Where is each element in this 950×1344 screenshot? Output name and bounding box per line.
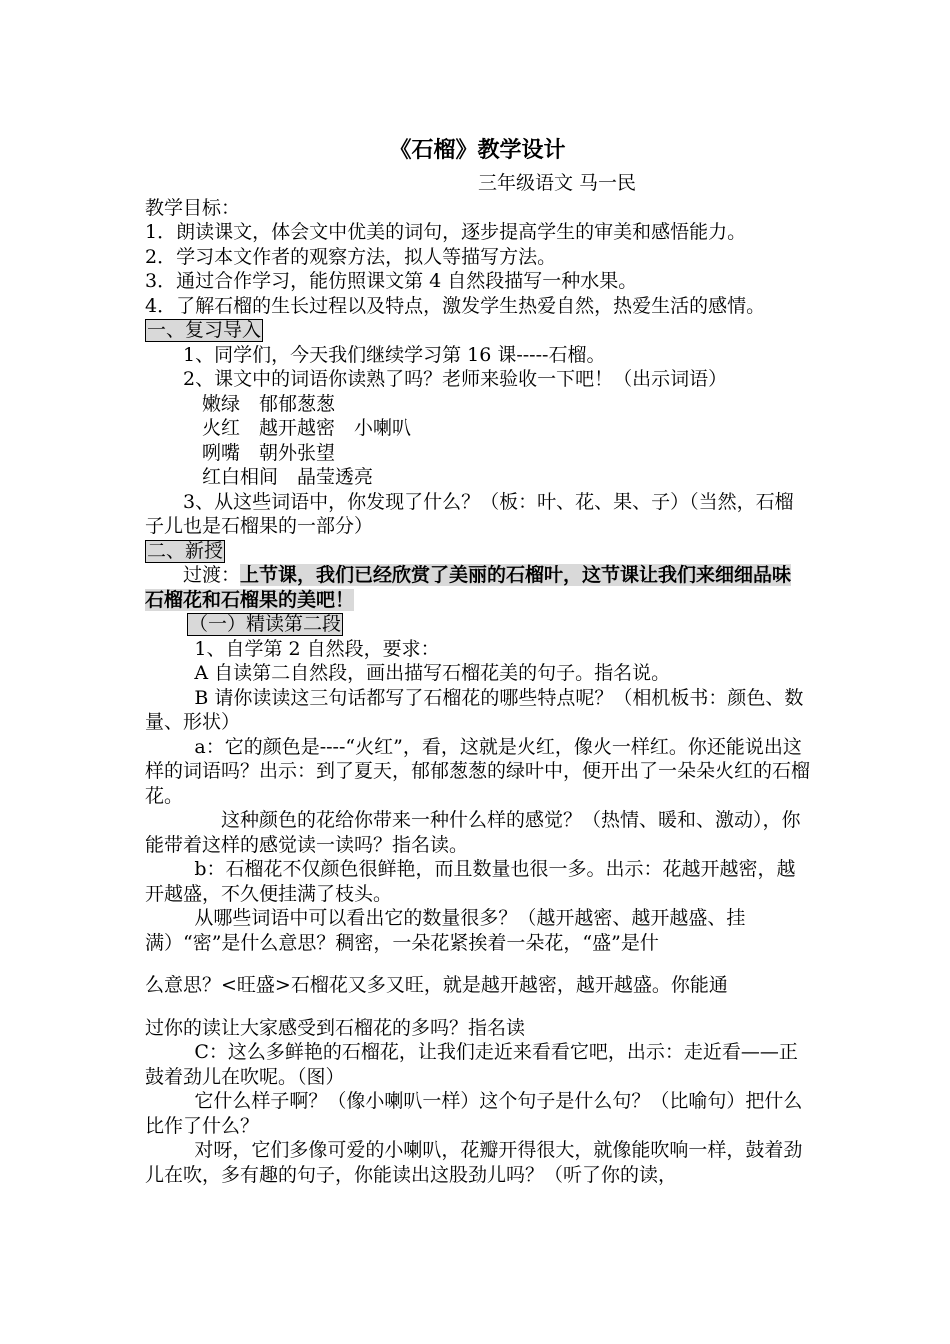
transition-highlight: 上节课，我们已经欣赏了美丽的石榴叶，这节课让我们来细细品味石榴花和石榴果的美吧！ xyxy=(145,564,792,611)
paragraph: 3、从这些词语中，你发现了什么？（板：叶、花、果、子）（当然，石榴子儿也是石榴果的一部分） xyxy=(145,490,794,537)
goal-item: 4．了解石榴的生长过程以及特点，激发学生热爱自然，热爱生活的感情。 xyxy=(145,294,766,317)
transition-label: 过渡： xyxy=(183,564,241,586)
paragraph: B 请你读读这三句话都写了石榴花的哪些特点呢？（相机板书：颜色、数量、形状） xyxy=(145,686,804,733)
transition-paragraph xyxy=(145,563,810,612)
goal-item: 3．通过合作学习，能仿照课文第 4 自然段描写一种水果。 xyxy=(145,270,638,292)
paragraph: b：石榴花不仅颜色很鲜艳，而且数量也很一多。出示：花越开越密，越开越盛，不久便挂满了枝头。 xyxy=(145,858,796,905)
section-heading-review: 一、复习导入 xyxy=(147,319,262,341)
paragraph: 它什么样子啊？（像小喇叭一样）这个句子是什么句？（比喻句）把什么比作了什么？ xyxy=(145,1090,803,1137)
goal-item: 2．学习本文作者的观察方法，拟人等描写方法。 xyxy=(145,245,557,268)
section-heading-new: 二、新授 xyxy=(147,539,224,562)
paragraph: C：这么多鲜艳的石榴花，让我们走近来看看它吧，出示：走近看——正鼓着劲儿在吹呢。（图） xyxy=(145,1041,798,1088)
paragraph: 1、同学们，今天我们继续学习第 16 课-----石榴。 xyxy=(183,343,606,366)
paragraph: 对呀，它们多像可爱的小喇叭，花瓣开得很大，就像能吹响一样，鼓着劲儿在吹，多有趣的句子，你能读出这股劲儿吗？（听了你的读， xyxy=(145,1139,803,1186)
document-page xyxy=(145,130,810,1187)
paragraph: a：它的颜色是----“火红”，看，这就是火红，像火一样红。你还能说出这样的词语吗？出示：到了夏天，郁郁葱葱的绿叶中，便开出了一朵朵火红的石榴花。 xyxy=(145,735,811,807)
paragraph-line: 么意思？<旺盛>石榴花又多又旺，就是越开越密，越开越盛。你能通 xyxy=(145,974,728,996)
paragraph: A 自读第二自然段，画出描写石榴花美的句子。指名说。 xyxy=(194,662,671,684)
paragraph: 从哪些词语中可以看出它的数量很多？（越开越密、越开越盛、挂满）“密”是什么意思？稠密，一朵花紧挨着一朵花，“盛”是什 xyxy=(145,907,746,954)
vocab-line: 嫩绿 郁郁葱葱 xyxy=(202,392,336,415)
paragraph: 1、自学第 2 自然段，要求： xyxy=(194,637,440,660)
author-byline: 三年级语文 马一民 xyxy=(478,172,637,194)
goals-heading: 教学目标： xyxy=(145,196,241,219)
subsection-heading: （一）精读第二段 xyxy=(189,613,342,635)
goal-item: 1．朗读课文，体会文中优美的词句，逐步提高学生的审美和感悟能力。 xyxy=(145,221,747,243)
vocab-line: 红白相间 晶莹透亮 xyxy=(202,466,374,488)
vocab-line: 咧嘴 朝外张望 xyxy=(202,441,336,464)
paragraph: 2、课文中的词语你读熟了吗？老师来验收一下吧！（出示词语） xyxy=(183,368,728,390)
paragraph: 这种颜色的花给你带来一种什么样的感觉？（热情、暖和、激动），你能带着这样的感觉读一读吗？指名读。 xyxy=(145,809,801,856)
document-title: 《石榴》教学设计 xyxy=(389,137,566,163)
paragraph-line: 过你的读让大家感受到石榴花的多吗？指名读 xyxy=(145,1016,526,1039)
vocab-line: 火红 越开越密 小喇叭 xyxy=(202,417,412,439)
